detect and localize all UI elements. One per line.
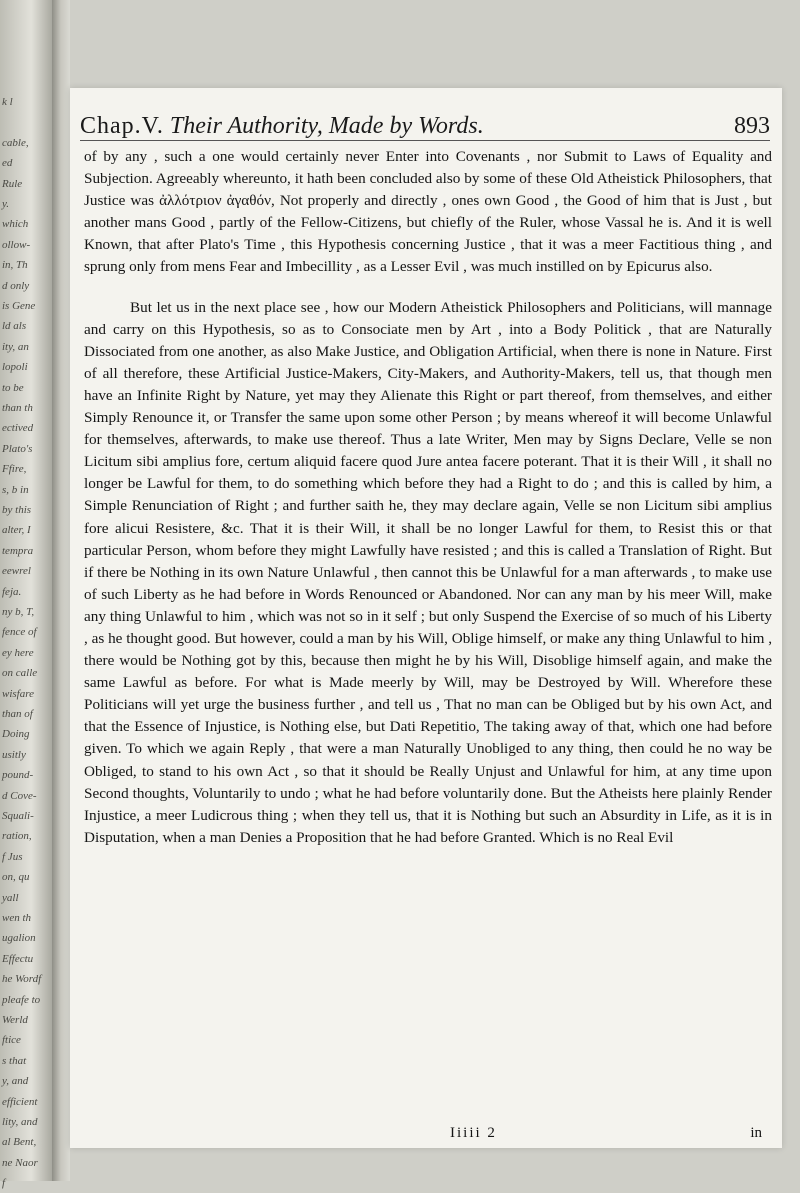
gutter-fragment: yall xyxy=(2,891,19,904)
gutter-fragment: pound- xyxy=(2,769,34,782)
gutter-fragment: Doing xyxy=(2,728,30,741)
book-spine xyxy=(52,0,70,1181)
running-title: Their Authority, Made by Words. xyxy=(169,113,484,139)
gutter-fragment: f Jus xyxy=(2,850,23,863)
gutter-fragment: fence of xyxy=(2,626,37,639)
gutter-fragment: wisfare xyxy=(2,687,34,700)
running-head xyxy=(80,113,484,140)
gutter-fragment: usitly xyxy=(2,748,26,761)
gutter-fragment: Squali- xyxy=(2,810,34,822)
gutter-fragment: ugalion xyxy=(2,932,36,945)
body-text xyxy=(84,146,772,849)
gutter-fragment: tempra xyxy=(2,544,34,557)
gutter-fragment: Ffire, xyxy=(2,463,27,476)
gutter-fragment: in, Th xyxy=(2,259,28,272)
catchword: in xyxy=(750,1125,762,1141)
gutter-fragment: ld als xyxy=(2,320,27,333)
gutter-fragment: ration, xyxy=(2,830,32,843)
gutter-fragment: s that xyxy=(2,1054,27,1067)
gutter-fragment: on, qu xyxy=(2,871,30,884)
gutter-fragment: which xyxy=(2,218,29,231)
gutter-fragment: on calle xyxy=(2,667,38,680)
gutter-fragment: to be xyxy=(2,381,24,394)
gutter-fragment: y. xyxy=(2,198,10,210)
gutter-fragment: pleafe to xyxy=(2,993,41,1006)
page-header xyxy=(80,98,770,141)
gutter-fragment: ed xyxy=(2,157,13,170)
gutter-fragment: than of xyxy=(2,708,33,720)
gutter-fragment: y, and xyxy=(2,1075,29,1088)
gutter-fragment: d only xyxy=(2,279,30,292)
gutter-fragment: than th xyxy=(2,402,33,414)
facing-page-gutter xyxy=(0,0,52,1190)
gutter-fragment: lity, and xyxy=(2,1116,38,1128)
gutter-fragment: Plato's xyxy=(2,442,33,455)
gutter-fragment: ne Naor xyxy=(2,1156,38,1169)
gutter-fragment: ftice xyxy=(2,1034,21,1047)
gutter-fragment: eewrel xyxy=(2,565,31,578)
gutter-fragment: feja. xyxy=(2,585,22,598)
gutter-fragment: s, b in xyxy=(2,483,29,496)
gutter-fragment: ollow- xyxy=(2,238,31,251)
gutter-fragment: by this xyxy=(2,504,32,516)
gutter-fragment: ey here xyxy=(2,646,34,659)
gutter-fragment: al Bent, xyxy=(2,1136,37,1149)
book-page xyxy=(70,88,782,1148)
paragraph-modern-atheists: But let us in the next place see , how our Modern Atheistick Philosophers and Politicians, will mannage and carry on this Hypothesis, so as to Consociate men by Art , into a Body Politick , that are Naturally Dissociated from one another, as also Make Justice, and Obligation Artificial, when there is none in Nature. First of all therefore, these Artificial Justice-Makers, City-Makers, and Authority-Makers, tell us, that though men have an Infinite Right by Nature, yet may they Alienate this Right or part thereof, from themselves, and either Simply Renounce it, or Transfer the same upon some other Person ; by means whereof it will become Unlawful for themselves, afterwards, to make use thereof. Thus a late Writer, Men may by Signs Declare, Velle se non Licitum sibi amplius fore, certum aliquid facere quod Jure antea facere poterant. That it is their Will , it shall no longer be Lawful for them, to do something which before they had a Right to do ; and this is called by him, a Simple Renunciation of Right ; and further saith he, they may declare again, Velle se non Licitum sibi amplius fore alicui Resistere, &c. That it is their Will, it shall be no longer Lawful for them, to Resist this or that particular Person, whom before they might Lawfully have resisted ; and this is called a Translation of Right. But if there be Nothing in its own Nature Unlawful , then cannot this be Unlawful for a man afterwards , to make use of such Liberty as he had before in Words Renounced or Abandoned. Nor can any man by his meer Will, make any thing Unlawful to him , which was not so in it self ; but only Suspend the Exercise of so much of his Liberty , as he thought good. But however, could a man by his Will, Oblige himself, or make any thing Unlawful to him , there would be Nothing got by this, because then might he by his Will, Disoblige himself again, and make the same Lawful as before. For what is Made meerly by Will, may be Destroyed by Will. Wherefore these Politicians will yet urge the business further , and tell us , That no man can be Obliged but by his own Act, and that the Essence of Injustice, is Nothing else, but Dati Repetitio, The taking away of that, which one had before given. To which we again Reply , that were a man Naturally Unobliged to any thing, then could he no way be Obliged, to stand to his own Act , so that it should be Really Unjust and Unlawful for him, at any time upon Second thoughts, Voluntarily to undo ; what he had before voluntarily done. But the Atheists here plainly Render Injustice, a meer Ludicrous thing ; when they tell us, that it is Nothing but such an Absurdity in Life, as it is in Disputation, when a man Denies a Proposition that he had before Granted. Which is no Real Evil xyxy=(84,298,772,846)
gutter-fragment: ectived xyxy=(2,422,34,435)
gutter-fragment: d Cove- xyxy=(2,789,37,802)
chapter-label: Chap.V. xyxy=(80,113,164,139)
gutter-fragment: Effectu xyxy=(2,952,34,965)
signature-mark: Iiiii 2 xyxy=(450,1125,497,1141)
gutter-fragment: ity, an xyxy=(2,340,29,353)
paragraph-continued: of by any , such a one would certainly never Enter into Covenants , nor Submit to Laws of Equality and Subjection. Agreeably whereunto, it hath been concluded also by some of these Old Atheistick Philosophers, that Justice was ἀλλότριον ἀγαθόν, Not properly and directly , ones own Good , the Good of him that is Just , but another mans Good , partly of the Fellow-Citizens, but chiefly of the Ruler, whose Vassal he is. And it is well Known, that after Plato's Time , this Hypothesis concerning Justice , that it was a meer Factitious thing , and sprung only from mens Fear and Imbecillity , as a Lesser Evil , was much instilled on by Epicurus also. xyxy=(84,148,772,276)
gutter-fragment: Werld xyxy=(2,1014,28,1026)
gutter-fragment: f xyxy=(2,1177,6,1190)
gutter-fragment: Rule xyxy=(2,177,23,190)
gutter-fragment: efficient xyxy=(2,1095,38,1108)
gutter-fragment: he Wordf xyxy=(2,973,42,986)
gutter-fragment: k l xyxy=(2,96,13,108)
gutter-fragment: ny b, T, xyxy=(2,606,35,618)
gutter-fragment: cable, xyxy=(2,136,29,149)
gutter-fragment: wen th xyxy=(2,912,32,924)
gutter-fragment: lopoli xyxy=(2,361,28,374)
page-number: 893 xyxy=(734,113,770,139)
gutter-fragment: alter, I xyxy=(2,524,31,537)
gutter-fragment: is Gene xyxy=(2,300,36,312)
